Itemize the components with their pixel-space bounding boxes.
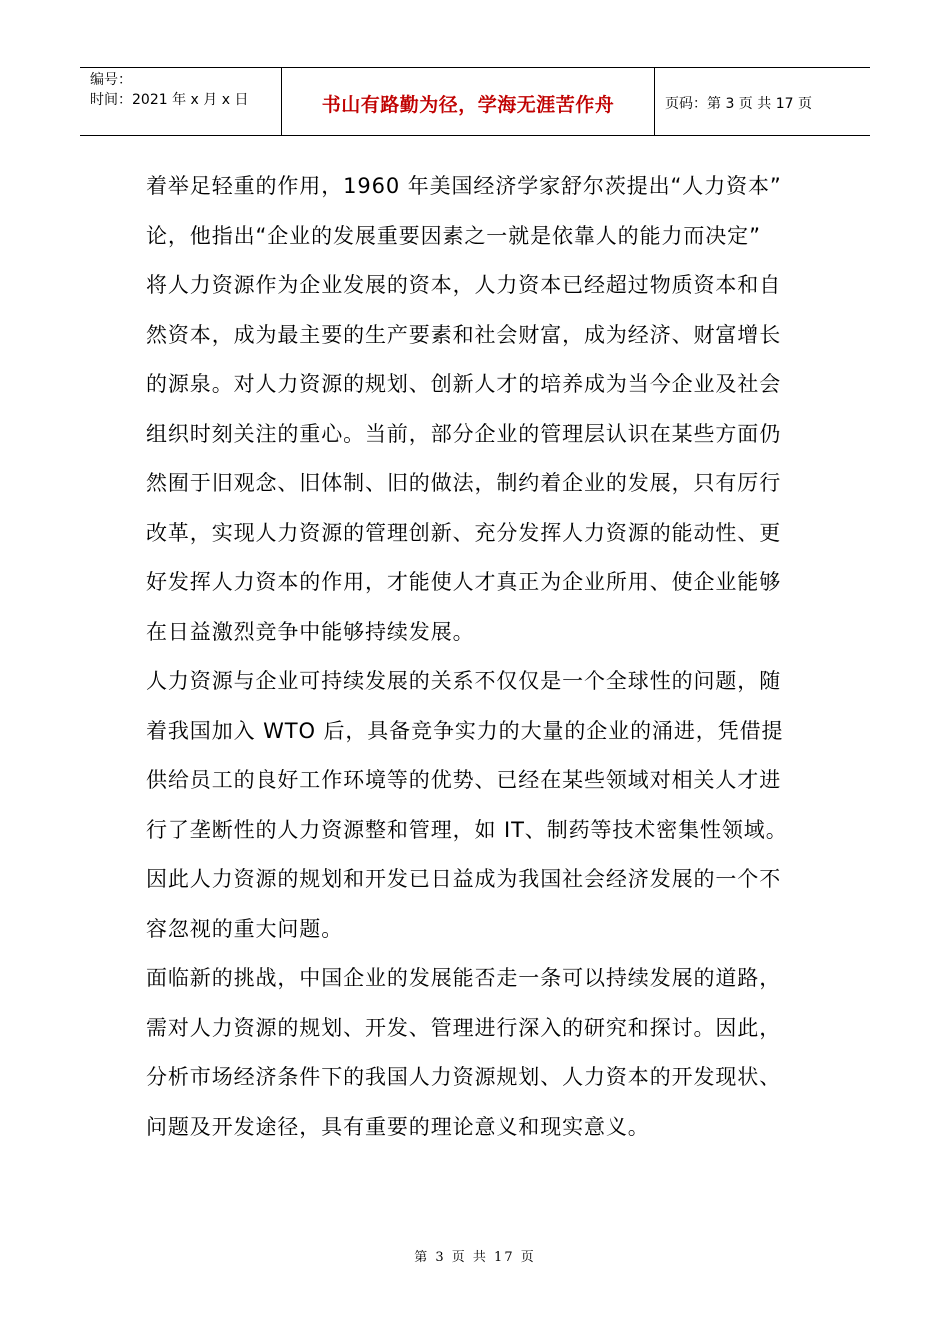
body-line: 面临新的挑战，中国企业的发展能否走一条可以持续发展的道路， (146, 966, 782, 990)
body-line: 论，他指出“企业的发展重要因素之一就是依靠人的能力而决定” (146, 223, 761, 248)
body-line: 需对人力资源的规划、开发、管理进行深入的研究和探讨。因此， (146, 1015, 782, 1040)
header-motto-cell (282, 68, 655, 135)
header-page-code: 页码：第 3 页 共 17 页 (665, 96, 812, 112)
body-line: 供给员工的良好工作环境等的优势、已经在某些领域对相关人才进 (146, 768, 782, 792)
body-line: 的源泉。对人力资源的规划、创新人才的培养成为当今企业及社会 (146, 372, 782, 396)
body-line: 问题及开发途径，具有重要的理论意义和现实意义。 (146, 1114, 650, 1139)
body-line: 容忽视的重大问题。 (146, 916, 344, 941)
document-number-label: 编号： (90, 72, 132, 88)
body-line: 将人力资源作为企业发展的资本，人力资本已经超过物质资本和自 (146, 273, 782, 297)
document-date: 时间：2021 年 x 月 x 日 (90, 92, 249, 108)
body-line: 然囿于旧观念、旧体制、旧的做法，制约着企业的发展，只有厉行 (146, 471, 782, 495)
body-line: 好发挥人力资本的作用，才能使人才真正为企业所用、使企业能够 (146, 570, 782, 594)
header-motto: 书山有路勤为径，学海无涯苦作舟 (321, 94, 615, 116)
body-line: 行了垄断性的人力资源整和管理，如 IT、制药等技术密集性领域。 (146, 817, 788, 842)
body-line: 着举足轻重的作用，1960 年美国经济学家舒尔茨提出“人力资本” (146, 174, 782, 198)
body-line: 着我国加入 WTO 后，具备竞争实力的大量的企业的涌进，凭借提 (146, 718, 784, 743)
page-footer: 第 3 页 共 17 页 (414, 1250, 536, 1265)
body-line: 组织时刻关注的重心。当前，部分企业的管理层认识在某些方面仍 (146, 421, 782, 446)
body-line: 分析市场经济条件下的我国人力资源规划、人力资本的开发现状、 (146, 1065, 782, 1089)
body-line: 因此人力资源的规划和开发已日益成为我国社会经济发展的一个不 (146, 867, 782, 891)
body-line: 然资本，成为最主要的生产要素和社会财富，成为经济、财富增长 (146, 322, 782, 347)
header-page-cell (655, 68, 870, 135)
document-body (146, 162, 816, 1152)
header-info-cell (80, 68, 282, 135)
body-line: 在日益激烈竞争中能够持续发展。 (146, 619, 475, 644)
document-header (80, 67, 870, 136)
body-line: 改革，实现人力资源的管理创新、充分发挥人力资源的能动性、更 (146, 520, 782, 545)
body-line: 人力资源与企业可持续发展的关系不仅仅是一个全球性的问题，随 (146, 669, 782, 693)
